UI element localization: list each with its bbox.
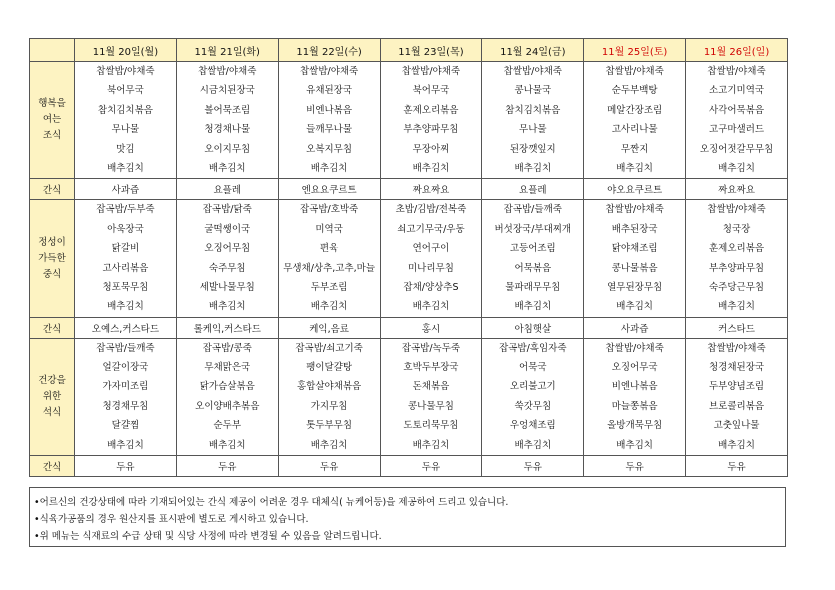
menu-item: 유채된장국 xyxy=(306,85,353,97)
day-header-row xyxy=(30,39,788,62)
note-line: •식육가공품의 경우 원산지를 표시판에 별도로 게시하고 있습니다. xyxy=(34,514,309,525)
menu-item: 찹쌀밥/야채죽 xyxy=(605,342,664,354)
breakfast-day-cell xyxy=(75,62,177,179)
menu-item: 배추김치 xyxy=(412,162,450,174)
afternoon-snack-item: 아침햇살 xyxy=(482,317,584,338)
menu-item: 청국장 xyxy=(722,223,751,235)
menu-item: 배추김치 xyxy=(208,162,246,174)
menu-item: 버섯장국/부대찌개 xyxy=(494,223,572,235)
menu-item: 소고기미역국 xyxy=(709,85,765,97)
breakfast-day-cell xyxy=(176,62,278,179)
menu-item: 오이양배추볶음 xyxy=(195,400,260,412)
menu-item: 숙주당근무침 xyxy=(709,281,765,293)
menu-item: 메알간장조림 xyxy=(607,104,663,116)
menu-item: 배추김치 xyxy=(616,301,653,313)
menu-item: 호박두부장국 xyxy=(403,362,459,374)
lunch-label: 정성이 가득한 중식 xyxy=(30,200,75,317)
lunch-day-cell xyxy=(75,200,177,317)
menu-item: 청포묵무침 xyxy=(102,281,149,293)
evening-snack-row xyxy=(30,456,788,477)
menu-item: 잡곡밥/흑임자죽 xyxy=(499,342,567,354)
afternoon-snack-label: 간식 xyxy=(30,317,75,338)
menu-item: 홍합살야채볶음 xyxy=(296,381,362,393)
breakfast-day-cell xyxy=(278,62,380,179)
menu-item: 청경채무침 xyxy=(102,400,149,412)
menu-item: 찹쌀밥/야채죽 xyxy=(503,66,562,77)
menu-item: 배추김치 xyxy=(616,439,653,451)
menu-item: 비엔나볶음 xyxy=(611,381,658,393)
menu-item: 어묵국 xyxy=(519,362,547,374)
menu-item: 무나물 xyxy=(111,124,140,136)
menu-item: 배추김치 xyxy=(208,301,246,313)
menu-item: 어묵볶음 xyxy=(514,262,552,274)
menu-item: 찹쌀밥/야채죽 xyxy=(605,66,664,77)
menu-item: 북어무국 xyxy=(107,85,144,97)
morning-snack-item: 짜요짜요 xyxy=(686,179,788,200)
menu-item: 콩나물볶음 xyxy=(611,262,658,274)
menu-item: 얼갈이장국 xyxy=(102,362,149,374)
lunch-row xyxy=(30,200,788,317)
menu-item: 닭가슴살볶음 xyxy=(199,381,255,393)
menu-item: 비엔나볶음 xyxy=(306,104,353,116)
day-header: 11월 22일(수) xyxy=(278,39,380,62)
menu-item: 초밥/김밥/전복죽 xyxy=(395,204,467,216)
menu-item: 훈제오리볶음 xyxy=(709,243,765,255)
menu-item: 참치김치볶음 xyxy=(505,104,561,116)
evening-snack-item: 두유 xyxy=(278,456,380,477)
dinner-row xyxy=(30,338,788,455)
menu-item: 배추김치 xyxy=(310,439,348,451)
menu-item: 맛김 xyxy=(116,143,135,155)
menu-item: 고춧잎나물 xyxy=(713,420,760,432)
menu-item: 굴떡쌩이국 xyxy=(204,223,251,235)
evening-snack-item: 두유 xyxy=(584,456,686,477)
morning-snack-item: 짜요짜요 xyxy=(380,179,482,200)
evening-snack-label: 간식 xyxy=(30,456,75,477)
menu-item: 무나물 xyxy=(519,124,547,136)
menu-item: 배추김치 xyxy=(616,162,653,174)
morning-snack-row xyxy=(30,179,788,200)
menu-item: 고사리볶음 xyxy=(102,262,149,274)
menu-item: 찹쌀밥/야채죽 xyxy=(707,342,766,354)
breakfast-day-cell xyxy=(380,62,482,179)
afternoon-snack-item: 커스타드 xyxy=(686,317,788,338)
evening-snack-item: 두유 xyxy=(686,456,788,477)
evening-snack-item: 두유 xyxy=(380,456,482,477)
menu-item: 잡곡밥/닭죽 xyxy=(202,204,252,216)
menu-item: 들깨무나물 xyxy=(306,124,353,136)
menu-item: 미역국 xyxy=(315,223,343,235)
menu-item: 배추된장국 xyxy=(611,223,658,235)
menu-item: 찹쌀밥/야채죽 xyxy=(707,204,766,216)
note-line: •어르신의 건강상태에 따라 기재되어있는 간식 제공이 어려운 경우 대체식( 뉴케어등)을 제공하여 드리고 있습니다. xyxy=(34,497,509,508)
menu-item: 콩나물무침 xyxy=(408,400,454,412)
menu-item: 부추양파무침 xyxy=(709,262,765,274)
morning-snack-item: 요플레 xyxy=(176,179,278,200)
afternoon-snack-item: 홍시 xyxy=(380,317,482,338)
menu-item: 오이지무침 xyxy=(204,143,251,155)
menu-item: 찹쌀밥/야채죽 xyxy=(605,204,664,216)
menu-item: 찹쌀밥/야채죽 xyxy=(707,66,766,77)
menu-item: 오징어무국 xyxy=(611,362,658,374)
menu-item: 찹쌀밥/야채죽 xyxy=(401,66,461,77)
menu-item: 닭야채조림 xyxy=(611,243,658,255)
menu-item: 고사리나물 xyxy=(611,124,658,136)
menu-item: 잡곡밥/콩죽 xyxy=(202,342,252,354)
menu-item: 무생채/상추,고추,마늘 xyxy=(283,262,376,274)
menu-item: 배추김치 xyxy=(514,301,552,313)
menu-item: 두부양념조림 xyxy=(709,381,765,393)
menu-item: 물파래무무침 xyxy=(505,281,561,293)
day-header-saturday: 11월 25일(토) xyxy=(584,39,686,62)
breakfast-day-cell xyxy=(584,62,686,179)
menu-item: 참치김치볶음 xyxy=(97,104,153,116)
breakfast-row xyxy=(30,62,788,179)
menu-item: 닭갈비 xyxy=(111,243,140,255)
menu-item: 잡곡밥/들깨죽 xyxy=(503,204,562,216)
evening-snack-item: 두유 xyxy=(482,456,584,477)
menu-item: 연어구이 xyxy=(412,243,450,255)
menu-item: 고구마샐러드 xyxy=(709,124,765,136)
menu-item: 찹쌀밥/야채죽 xyxy=(299,66,359,77)
menu-item: 순두부백탕 xyxy=(611,85,658,97)
menu-item: 배추김치 xyxy=(514,439,552,451)
notes-box xyxy=(29,487,786,547)
menu-item: 잡곡밥/호박죽 xyxy=(299,204,359,216)
dinner-day-cell xyxy=(482,338,584,455)
lunch-day-cell xyxy=(584,200,686,317)
menu-item: 순두부 xyxy=(213,420,242,432)
menu-item: 훈제오리볶음 xyxy=(403,104,459,116)
menu-item: 가지무침 xyxy=(310,400,348,412)
morning-snack-item: 엔요요쿠르트 xyxy=(278,179,380,200)
menu-item: 배추김치 xyxy=(107,439,144,451)
menu-item: 편육 xyxy=(319,243,339,255)
menu-item: 돈채볶음 xyxy=(412,381,450,393)
menu-item: 잡곡밥/들깨죽 xyxy=(96,342,155,354)
breakfast-day-cell xyxy=(482,62,584,179)
lunch-day-cell xyxy=(176,200,278,317)
menu-item: 무장아찌 xyxy=(412,143,450,155)
menu-item: 부추양파무침 xyxy=(403,124,459,136)
lunch-day-cell xyxy=(278,200,380,317)
menu-item: 도토리묵무침 xyxy=(403,420,459,432)
note-line: •위 메뉴는 식재료의 수급 상태 및 식당 사정에 따라 변경될 수 있음을 알려드립니다. xyxy=(34,531,382,542)
dinner-day-cell xyxy=(686,338,788,455)
lunch-day-cell xyxy=(482,200,584,317)
weekly-menu-table xyxy=(29,38,788,477)
evening-snack-item: 두유 xyxy=(75,456,177,477)
menu-item: 찹쌀밥/야채죽 xyxy=(96,66,155,77)
menu-item: 숙주무침 xyxy=(208,262,246,274)
menu-item: 배추김치 xyxy=(514,162,552,174)
day-header: 11월 21일(화) xyxy=(176,39,278,62)
afternoon-snack-item: 롤케익,커스타드 xyxy=(176,317,278,338)
menu-item: 톳두부무침 xyxy=(306,420,353,432)
menu-item: 오복지무침 xyxy=(306,143,353,155)
dinner-day-cell xyxy=(380,338,482,455)
afternoon-snack-item: 사과즙 xyxy=(584,317,686,338)
menu-item: 찹쌀밥/야채죽 xyxy=(198,66,257,77)
menu-item: 올방개묵무침 xyxy=(607,420,663,432)
header-corner xyxy=(30,39,75,62)
menu-item: 볼어묵조림 xyxy=(204,104,251,116)
menu-item: 오징어젓갈무무침 xyxy=(699,143,774,155)
afternoon-snack-item: 오예스,커스타드 xyxy=(75,317,177,338)
menu-item: 마늘쫑볶음 xyxy=(611,400,658,412)
menu-item: 사각어묵볶음 xyxy=(709,104,765,116)
morning-snack-item: 사과즙 xyxy=(75,179,177,200)
morning-snack-item: 요플레 xyxy=(482,179,584,200)
dinner-day-cell xyxy=(584,338,686,455)
breakfast-day-cell xyxy=(686,62,788,179)
lunch-day-cell xyxy=(686,200,788,317)
menu-item: 쇠고기무국/우동 xyxy=(397,223,465,235)
morning-snack-item: 야오요쿠르트 xyxy=(584,179,686,200)
breakfast-label: 행복을 여는 조식 xyxy=(30,62,75,179)
menu-item: 배추김치 xyxy=(718,301,755,313)
menu-item: 배추김치 xyxy=(208,439,246,451)
day-header: 11월 20일(월) xyxy=(75,39,177,62)
menu-item: 잡곡밥/두부죽 xyxy=(96,204,155,216)
menu-item: 팽이달걀탕 xyxy=(306,362,353,374)
menu-item: 세발나물무침 xyxy=(199,281,255,293)
menu-item: 고등어조림 xyxy=(509,243,556,255)
menu-item: 배추김치 xyxy=(412,301,450,313)
menu-item: 무채맑은국 xyxy=(204,362,251,374)
lunch-day-cell xyxy=(380,200,482,317)
day-header: 11월 23일(목) xyxy=(380,39,482,62)
day-header-sunday: 11월 26일(일) xyxy=(686,39,788,62)
menu-item: 잡곡밥/녹두죽 xyxy=(401,342,461,354)
dinner-day-cell xyxy=(176,338,278,455)
menu-item: 배추김치 xyxy=(310,301,348,313)
menu-item: 잡채/양상추S xyxy=(403,281,459,293)
menu-item: 무짠지 xyxy=(620,143,649,155)
menu-item: 배추김치 xyxy=(310,162,348,174)
menu-item: 아욱장국 xyxy=(107,223,144,235)
menu-item: 우엉채조림 xyxy=(509,420,556,432)
menu-item: 쑥갓무침 xyxy=(514,400,552,412)
menu-item: 배추김치 xyxy=(107,301,144,313)
dinner-day-cell xyxy=(75,338,177,455)
menu-item: 콩나물국 xyxy=(514,85,552,97)
evening-snack-item: 두유 xyxy=(176,456,278,477)
dinner-day-cell xyxy=(278,338,380,455)
afternoon-snack-item: 케익,음료 xyxy=(278,317,380,338)
afternoon-snack-row xyxy=(30,317,788,338)
menu-item: 가자미조림 xyxy=(102,381,149,393)
menu-item: 잡곡밥/쇠고기죽 xyxy=(295,342,363,354)
menu-item: 시금치된장국 xyxy=(199,85,255,97)
menu-item: 된장깻잎지 xyxy=(509,143,556,155)
menu-item: 배추김치 xyxy=(718,439,755,451)
menu-item: 청경채나물 xyxy=(204,124,251,136)
menu-item: 열무된장무침 xyxy=(607,281,663,293)
morning-snack-label: 간식 xyxy=(30,179,75,200)
dinner-label: 건강을 위한 석식 xyxy=(30,338,75,455)
day-header: 11월 24일(금) xyxy=(482,39,584,62)
menu-item: 달걀찜 xyxy=(111,420,140,432)
menu-item: 브로콜리볶음 xyxy=(709,400,765,412)
menu-item: 북어무국 xyxy=(412,85,450,97)
menu-item: 배추김치 xyxy=(107,162,144,174)
menu-item: 미나리무침 xyxy=(408,262,454,274)
menu-item: 오리불고기 xyxy=(509,381,556,393)
menu-item: 배추김치 xyxy=(718,162,755,174)
menu-item: 청경채된장국 xyxy=(709,362,765,374)
menu-item: 두부조림 xyxy=(310,281,348,293)
menu-item: 배추김치 xyxy=(412,439,450,451)
menu-item: 오징어무침 xyxy=(204,243,251,255)
